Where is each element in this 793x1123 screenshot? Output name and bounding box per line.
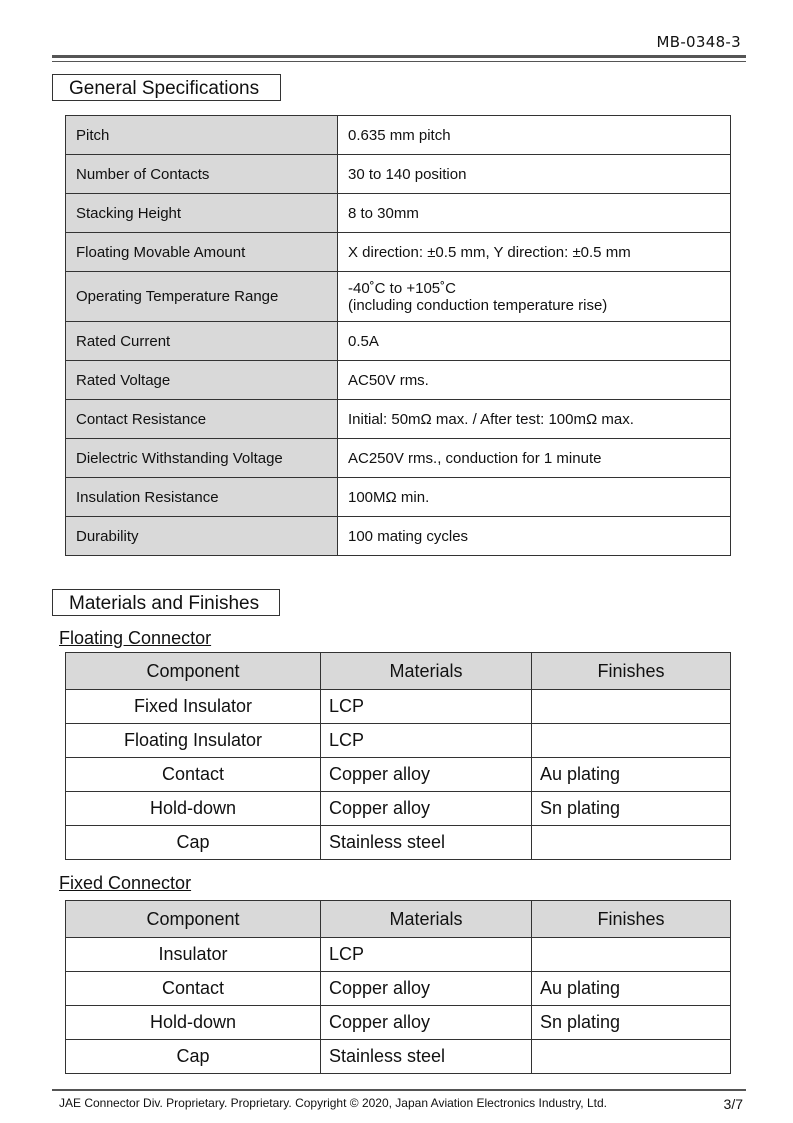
floating-connector-table: [65, 652, 731, 860]
page-number: 3/7: [723, 1096, 743, 1112]
spec-value: Initial: 50mΩ max. / After test: 100mΩ max.: [338, 400, 731, 439]
spec-label: Contact Resistance: [66, 400, 338, 439]
table-header-row: [66, 653, 731, 690]
footer-copyright: JAE Connector Div. Proprietary. Proprietary. Copyright © 2020, Japan Aviation Electronics Industry, Ltd.: [59, 1096, 607, 1110]
spec-value: [338, 272, 731, 322]
spec-label: Number of Contacts: [66, 155, 338, 194]
fixed-connector-title: Fixed Connector: [59, 873, 192, 893]
spec-label: Stacking Height: [66, 194, 338, 233]
spec-value: 0.635 mm pitch: [338, 116, 731, 155]
spec-value: AC250V rms., conduction for 1 minute: [338, 439, 731, 478]
component-cell: Contact: [66, 972, 321, 1006]
table-row: [66, 517, 731, 556]
spec-value-line-1: -40˚C to +105˚C: [348, 279, 456, 297]
spec-value: 30 to 140 position: [338, 155, 731, 194]
material-cell: Stainless steel: [321, 826, 532, 860]
table-row: [66, 1040, 731, 1074]
spec-value: 8 to 30mm: [338, 194, 731, 233]
spec-value: 100MΩ min.: [338, 478, 731, 517]
spec-value: X direction: ±0.5 mm, Y direction: ±0.5 mm: [338, 233, 731, 272]
header-materials: Materials: [321, 901, 532, 938]
finish-cell: [532, 826, 731, 860]
header-finishes: Finishes: [532, 901, 731, 938]
material-cell: Copper alloy: [321, 792, 532, 826]
spec-label: Rated Voltage: [66, 361, 338, 400]
table-row: [66, 116, 731, 155]
component-cell: Cap: [66, 826, 321, 860]
general-specifications-table: [65, 115, 731, 556]
finish-cell: Au plating: [532, 972, 731, 1006]
table-row: [66, 690, 731, 724]
header-rule-thin: [52, 61, 746, 62]
table-row: [66, 194, 731, 233]
component-cell: Hold-down: [66, 792, 321, 826]
component-cell: Insulator: [66, 938, 321, 972]
finish-cell: [532, 1040, 731, 1074]
footer-rule: [52, 1089, 746, 1091]
component-cell: Contact: [66, 758, 321, 792]
table-row: [66, 233, 731, 272]
spec-value: 100 mating cycles: [338, 517, 731, 556]
table-row: [66, 361, 731, 400]
material-cell: Copper alloy: [321, 972, 532, 1006]
finish-cell: Au plating: [532, 758, 731, 792]
component-cell: Fixed Insulator: [66, 690, 321, 724]
material-cell: Stainless steel: [321, 1040, 532, 1074]
table-row: [66, 272, 731, 322]
spec-label: Dielectric Withstanding Voltage: [66, 439, 338, 478]
table-row: [66, 400, 731, 439]
component-cell: Floating Insulator: [66, 724, 321, 758]
material-cell: LCP: [321, 938, 532, 972]
materials-finishes-heading: Materials and Finishes: [52, 589, 280, 616]
table-row: [66, 724, 731, 758]
table-row: [66, 826, 731, 860]
general-specifications-heading: General Specifications: [52, 74, 281, 101]
document-id: MB-0348-3: [656, 33, 741, 51]
finish-cell: [532, 690, 731, 724]
fixed-connector-table: [65, 900, 731, 1074]
component-cell: Hold-down: [66, 1006, 321, 1040]
header-component: Component: [66, 653, 321, 690]
finish-cell: Sn plating: [532, 1006, 731, 1040]
finish-cell: [532, 938, 731, 972]
spec-label: Operating Temperature Range: [66, 272, 338, 322]
material-cell: Copper alloy: [321, 1006, 532, 1040]
material-cell: LCP: [321, 690, 532, 724]
table-row: [66, 439, 731, 478]
material-cell: Copper alloy: [321, 758, 532, 792]
header-finishes: Finishes: [532, 653, 731, 690]
table-row: [66, 792, 731, 826]
spec-label: Insulation Resistance: [66, 478, 338, 517]
table-row: [66, 1006, 731, 1040]
spec-label: Rated Current: [66, 322, 338, 361]
table-row: [66, 155, 731, 194]
spec-value: 0.5A: [338, 322, 731, 361]
table-header-row: [66, 901, 731, 938]
floating-connector-title: Floating Connector: [59, 628, 212, 648]
header-rule-thick: [52, 55, 746, 58]
table-row: [66, 938, 731, 972]
table-row: [66, 758, 731, 792]
finish-cell: [532, 724, 731, 758]
material-cell: LCP: [321, 724, 532, 758]
table-row: [66, 478, 731, 517]
spec-label: Durability: [66, 517, 338, 556]
component-cell: Cap: [66, 1040, 321, 1074]
header-component: Component: [66, 901, 321, 938]
spec-label: Floating Movable Amount: [66, 233, 338, 272]
table-row: [66, 972, 731, 1006]
spec-value-line-2: (including conduction temperature rise): [348, 296, 608, 314]
spec-value: AC50V rms.: [338, 361, 731, 400]
header-materials: Materials: [321, 653, 532, 690]
spec-label: Pitch: [66, 116, 338, 155]
table-row: [66, 322, 731, 361]
finish-cell: Sn plating: [532, 792, 731, 826]
